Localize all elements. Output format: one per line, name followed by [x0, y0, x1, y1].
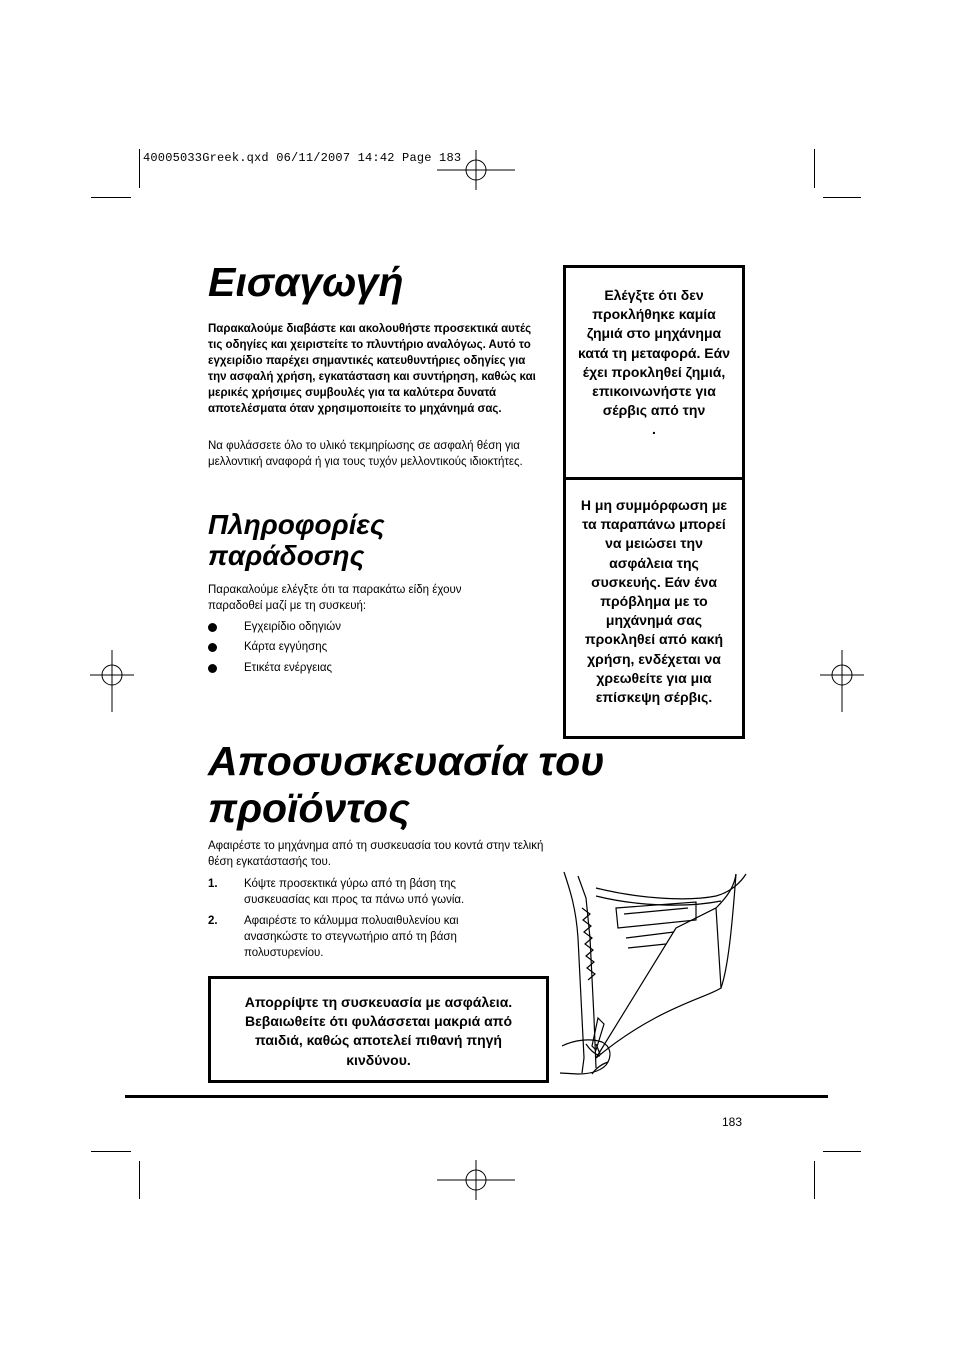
compliance-box [563, 477, 745, 739]
footer-rule [125, 1095, 828, 1098]
registration-mark-left [90, 650, 134, 730]
unpacking-title-line1: Αποσυσκευασία του [208, 738, 605, 784]
step-item [208, 913, 528, 963]
unpacking-paragraph: Αφαιρέστε το μηχάνημα από τη συσκευασία του κοντά στην τελική θέση εγκατάστασής του. [208, 840, 544, 868]
unpacking-title-line2: προϊόντος [208, 785, 410, 831]
bullet-icon [208, 643, 217, 652]
crop-mark [91, 197, 131, 198]
intro-title: Εισαγωγή [208, 259, 404, 305]
crop-mark [139, 1161, 140, 1199]
intro-paragraph: Να φυλάσσετε όλο το υλικό τεκμηρίωσης σε ασφαλή θέση για μελλοντική αναφορά ή για τους τυχόν μελλοντικούς ιδιοκτήτες. [208, 440, 523, 468]
delivery-title-line2: παράδοσης [208, 540, 365, 571]
crop-mark [823, 197, 861, 198]
list-item-label: Ετικέτα ενέργειας [244, 662, 333, 674]
delivery-title-line1: Πληροφορίες [208, 509, 385, 540]
file-slug: 40005033Greek.qxd 06/11/2007 14:42 Page 183 [143, 151, 462, 165]
registration-mark-bottom [437, 1160, 517, 1202]
step-text: Αφαιρέστε το κάλυμμα πολυαιθυλενίου και ανασηκώστε το στεγνωτήριο από τη βάση πολυστυρενίου. [244, 915, 459, 959]
registration-mark-right [820, 650, 864, 730]
step-text: Κόψτε προσεκτικά γύρω από τη βάση της συσκευασίας και προς τα πάνω υπό γωνία. [244, 878, 465, 906]
list-item-label: Κάρτα εγγύησης [244, 641, 328, 653]
unpacking-illustration [556, 868, 756, 1083]
intro-bold-paragraph: Παρακαλούμε διαβάστε και ακολουθήστε προσεκτικά αυτές τις οδηγίες και χειριστείτε το πλυντήριο αναλόγως. Αυτό το εγχειρίδιο παρέχει σημαντικές κατευθυντήριες οδηγίες για την ασφαλή χρήση, εγκατάσταση και συντήρηση, καθώς και μερικές χρήσιμες συμβουλές για τα καλύτερα δυνατά αποτελέσματα όταν χρησιμοποιείτε το μηχάνημά σας. [208, 323, 536, 415]
compliance-text: Η μη συμμόρφωση με τα παραπάνω μπορεί να μειώσει την ασφάλεια της συσκευής. Εάν ένα πρόβλημα με το μηχάνημά σας προκληθεί από κακή χρήση, ενδέχεται να χρεωθείτε για μια επίσκεψη σέρβις. [580, 497, 728, 706]
crop-mark [91, 1151, 131, 1152]
bullet-icon [208, 664, 217, 673]
step-number: 2. [208, 915, 218, 927]
step-number: 1. [208, 878, 218, 890]
disposal-warning-text: Απορρίψτε τη συσκευασία με ασφάλεια. Βεβαιωθείτε ότι φυλάσσεται μακριά από παιδιά, καθώς αποτελεί πιθανή πηγή κινδύνου. [244, 994, 513, 1068]
list-item-label: Εγχειρίδιο οδηγιών [244, 621, 342, 633]
crop-mark [814, 1161, 815, 1199]
crop-mark [823, 1151, 861, 1152]
bullet-icon [208, 623, 217, 632]
disposal-warning-box [208, 976, 549, 1083]
crop-mark [814, 149, 815, 188]
damage-check-text: Ελέγξτε ότι δεν προκλήθηκε καμία ζημιά στο μηχάνημα κατά τη μεταφορά. Εάν έχει προκληθεί ζημιά, επικοινωνήστε για σέρβις από την [578, 287, 731, 419]
delivery-paragraph: Παρακαλούμε ελέγξτε ότι τα παρακάτω είδη έχουν παραδοθεί μαζί με τη συσκευή: [208, 584, 462, 612]
damage-check-box [563, 265, 745, 480]
step-item [208, 876, 528, 910]
page-number: 183 [722, 1115, 743, 1129]
crop-mark [139, 149, 140, 188]
damage-check-tail: . [652, 421, 656, 438]
